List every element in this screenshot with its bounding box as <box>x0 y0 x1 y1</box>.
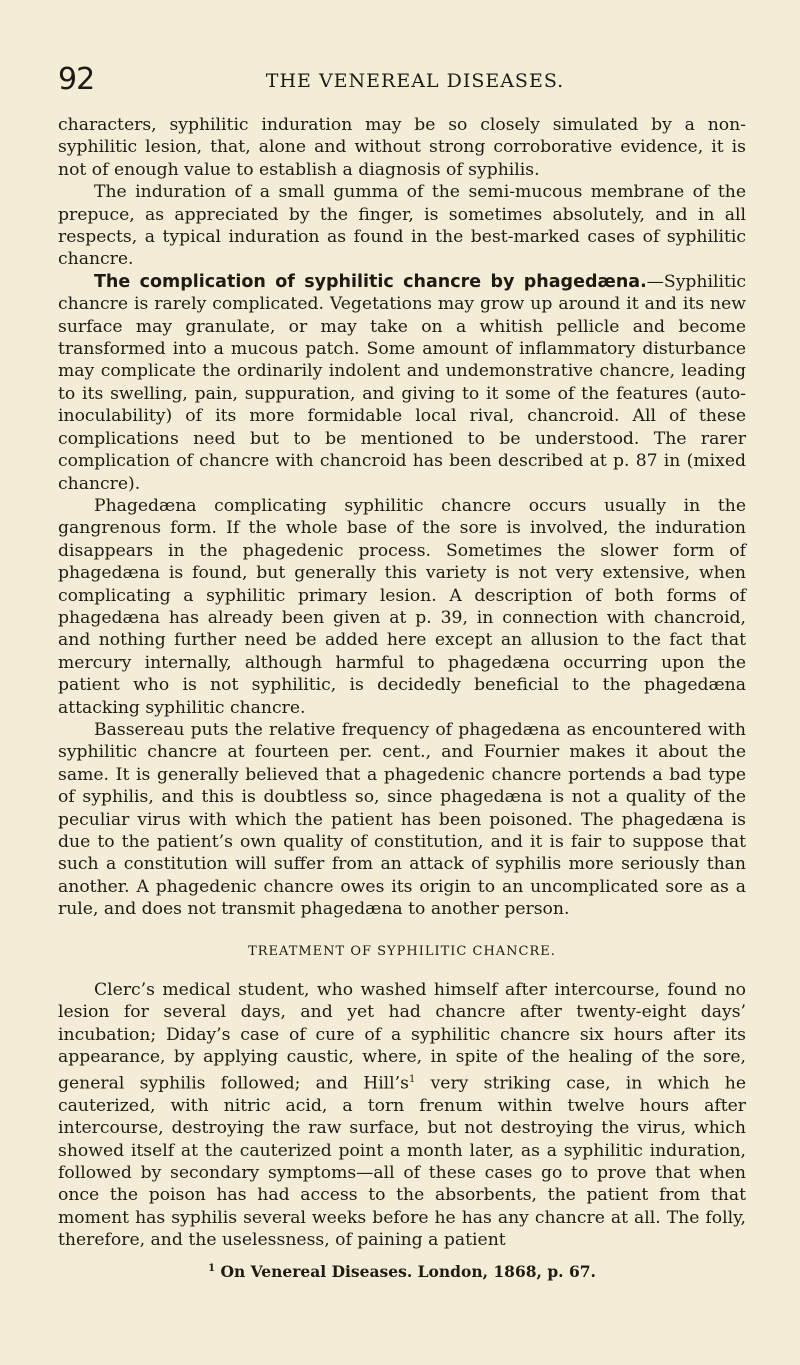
section-heading: TREATMENT OF SYPHILITIC CHANCRE. <box>248 943 556 959</box>
running-head <box>58 62 742 96</box>
run-in-heading: The complication of syphilitic chancre by phagedæna. <box>94 271 647 292</box>
footnote <box>58 1262 756 1281</box>
footnote-mark: 1 <box>208 1262 216 1274</box>
footnote-reference[interactable]: 1 <box>408 1073 416 1085</box>
paragraph: Phagedæna complicating syphilitic chancre occurs usually in the gangrenous form. If the whole base of the sore is involved, the induration disappears in the phagedenic process. Sometimes the slower form of phagedæna is found, but generally this variety is not very extensive, when complicating a syphilitic primary lesion. A description of both forms of phagedæna has already been given at p. 39, in connection with chancroid, and nothing further need be added here except an allusion to the fact that mercury internally, although harmful to phagedæna occurring upon the patient who is not syphilitic, is decidedly beneficial to the phagedæna attacking syphilitic chancre. <box>58 495 746 718</box>
paragraph-body: Clerc’s medical student, who washed himself after intercourse, found no lesion for several days, and yet had chancre after twenty-eight days’ incubation; Diday’s case of cure of a syphilitic chancre six hours after its appearance, by applying caustic, where, in spite of the healing of the sore, general syphilis followed; and Hill’s <box>58 980 746 1094</box>
running-title: THE VENEREAL DISEASES. <box>265 70 565 92</box>
paragraph-body: very striking case, in which he cauterized, with nitric acid, a torn frenum within twelve hours after intercourse, destroying the raw surface, but not destroying the virus, which showed itself at the cauterized point a month later, as a syphilitic induration, followed by secondary symptoms—all of these cases go to prove that when once the poison has had access to the absorbents, the patient from that moment has syphilis several weeks before he has any chancre at all. The folly, therefore, and the uselessness, of paining a patient <box>58 1073 746 1251</box>
page-number: 92 <box>58 62 95 97</box>
paragraph: The induration of a small gumma of the semi-mucous membrane of the prepuce, as appreciated by the finger, is sometimes absolutely, and in all respects, a typical induration as found in the best-marked cases of syphilitic chancre. <box>58 182 746 270</box>
paragraph <box>58 979 746 1252</box>
paragraph-body: —Syphilitic chancre is rarely complicated. Vegetations may grow up around it and its new surface may granulate, or may take on a whitish pellicle and become transformed into a mucous patch. Some amount of inflammatory disturbance may complicate the ordinarily indolent and undemonstrative chancre, leading to its swelling, pain, suppuration, and giving to it some of the features (auto-inoculability) of its more formidable local rival, chancroid. All of these complications need but to be mentioned to be understood. The rarer complication of chancre with chancroid has been described at p. 87 in (mixed chancre). <box>58 271 746 494</box>
body-text <box>58 114 746 1252</box>
paragraph: characters, syphilitic induration may be so closely simulated by a non-syphilitic lesion, that, alone and without strong corroborative evidence, it is not of enough value to establish a diagnosis of syphilis. <box>58 115 746 180</box>
paragraph <box>58 271 746 495</box>
footnote-text: On Venereal Diseases. London, 1868, p. 67. <box>220 1262 596 1281</box>
paragraph: Bassereau puts the relative frequency of phagedæna as encountered with syphilitic chancre at fourteen per. cent., and Fournier makes it about the same. It is generally believed that a phagedenic chancre portends a bad type of syphilis, and this is doubtless so, since phagedæna is not a quality of the peculiar virus with which the patient has been poisoned. The phagedæna is due to the patient’s own quality of constitution, and it is fair to suppose that such a constitution will suffer from an attack of syphilis more seriously than another. A phagedenic chancre owes its origin to an uncomplicated sore as a rule, and does not transmit phagedæna to another person. <box>58 719 746 920</box>
